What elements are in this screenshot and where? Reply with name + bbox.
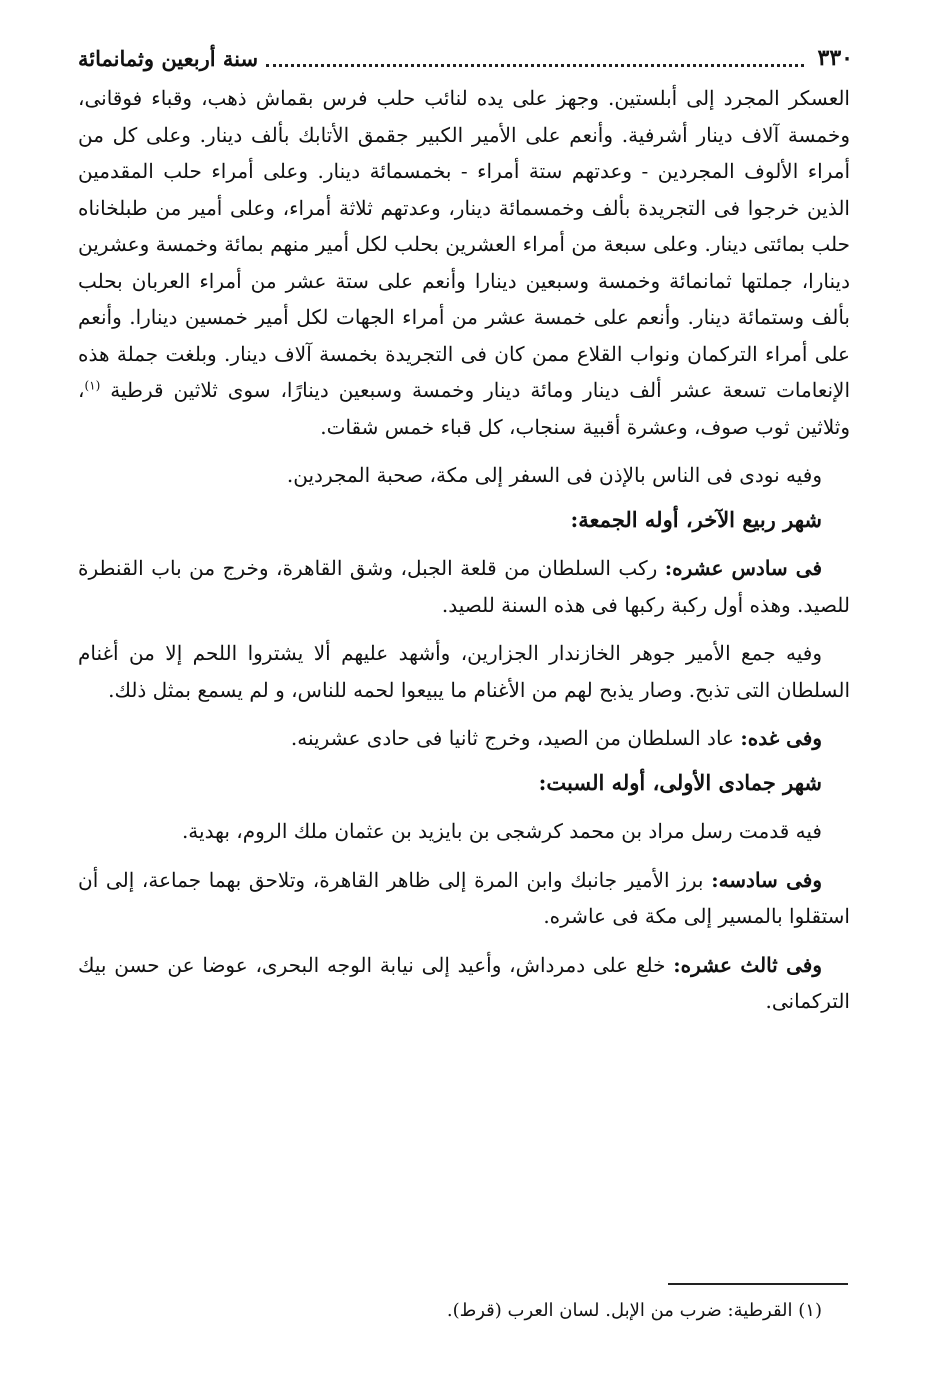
entry-date-lead: فى سادس عشره: [664,556,823,580]
footnote: (١) القرطية: ضرب من الإبل. لسان العرب (قرط). [446,1300,822,1321]
paragraph-return-hunt [78,720,850,757]
month-heading-rabi-al-akhir: شهر ربيع الآخر، أوله الجمعة: [570,506,822,532]
footnote-separator [668,1283,848,1285]
footnote-reference: (١) [84,378,101,393]
main-text [78,80,850,1020]
entry-text: خلع على دمرداش، وأعيد إلى نيابة الوجه البحرى، عوضا عن حسن بيك التركمانى. [78,952,850,1013]
page-header [78,40,853,76]
paragraph-butchers: وفيه جمع الأمير جوهر الخازندار الجزارين، وأشهد عليهم ألا يشتروا اللحم إلا من أغنام السلطان التى تذبح. وصار يذبح لهم من الأغنام ما يبيعوا لحمه للناس، و لم يسمع بمثل ذلك. [78,641,850,702]
paragraph-demirdash [78,947,850,1020]
running-title: سنة أربعين وثمانمائة [78,45,259,71]
entry-text: عاد السلطان من الصيد، وخرج ثانيا فى حادى عشرينه. [290,726,741,750]
paragraph-grants-text: العسكر المجرد إلى أبلستين. وجهز على يده لنائب حلب فرس بقماش ذهب، وقباء فوقانى، وخمسة آلاف دينار أشرفية. وأنعم على الأمير الكبير جقمق الأتابك بألف دينار. وعلى كل من أمراء الألوف المجردين - وعدتهم ستة أمراء - بخمسمائة دينار. وعلى أمراء حلب المقدمين الذين خرجوا فى التجريدة بألف وخمسمائة دينار، وعدتهم ثلاثة أمراء، وعلى أمير من طبلخاناه حلب بمائتى دينار. وعلى سبعة من أمراء العشرين بحلب لكل أمير منهم بمائة وخمسة وعشرين دينارا، جملتها ثمانمائة وخمسة وسبعين دينارا وأنعم على ستة عشر من أمراء العربان بحلب بألف وستمائة دينار. وأنعم على خمسة عشر من أمراء الجهات لكل أمير خمسين دينارا. وأنعم على أمراء التركمان ونواب القلاع ممن كان فى التجريدة بخمسة آلاف دينار. وبلغت جملة هذه الإنعامات تسعة عشر ألف دينار ومائة دينار وخمسة وسبعين دينارًا، سوى ثلاثين قرطية [78,86,850,402]
paragraph-grants [78,80,850,445]
entry-date-lead: وفى غده: [740,726,822,750]
entry-text: ركب السلطان من قلعة الجبل، وشق القاهرة، وخرج من باب القنطرة للصيد. وهذه أول ركبة ركبها فى هذه السنة للصيد. [78,556,850,617]
paragraph-grants-text-end: ، وثلاثين ثوب صوف، وعشرة أقبية سنجاب، كل قباء خمس شقات. [78,378,850,439]
entry-date-lead: وفى ثالث عشره: [673,952,822,977]
page-number: ٣٣٠ [817,45,853,71]
paragraph-travel-permission: وفيه نودى فى الناس بالإذن فى السفر إلى مكة، صحبة المجردين. [286,463,822,487]
paragraph-departure-mecca [78,862,850,935]
entry-text: برز الأمير جانبك وابن المرة إلى ظاهر القاهرة، وتلاحق بهما جماعة، إلى أن استقلوا بالمسير إلى مكة فى عاشره. [78,867,850,928]
header-dot-leader [266,50,803,67]
month-heading-jumada-al-ula: شهر جمادى الأولى، أوله السبت: [538,769,822,795]
paragraph-sultan-hunt [78,550,850,623]
paragraph-envoys: فيه قدمت رسل مراد بن محمد كرشجى بن بايزيد بن عثمان ملك الروم، بهدية. [181,819,822,843]
entry-date-lead: وفى سادسه: [711,867,822,892]
